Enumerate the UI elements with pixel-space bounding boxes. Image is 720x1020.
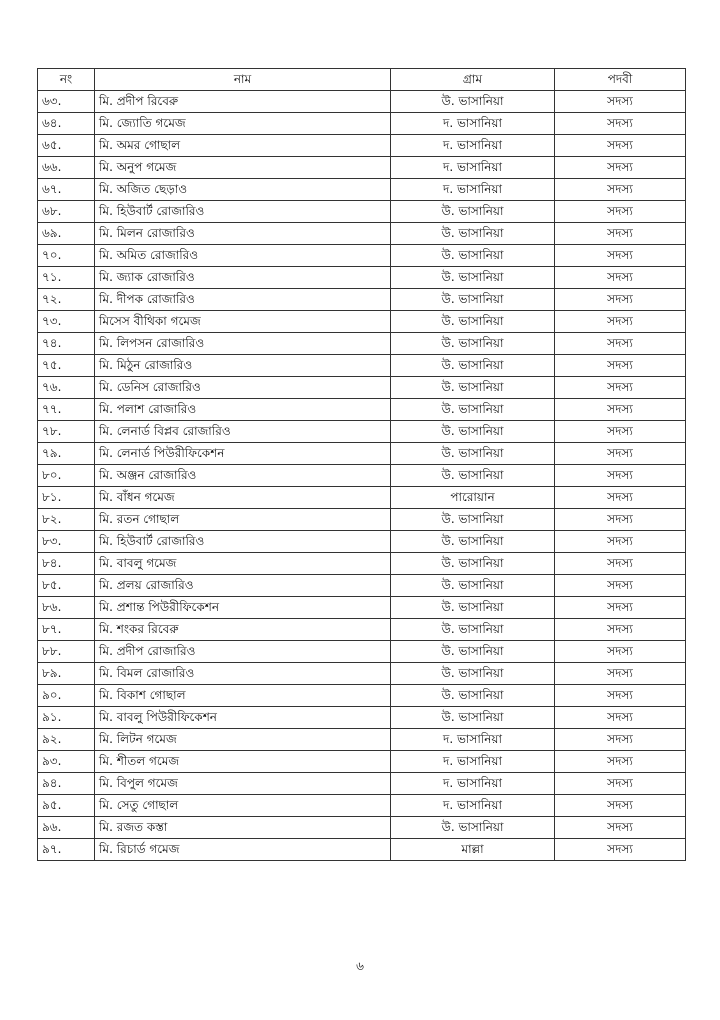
row-number: ৯৪. <box>38 773 95 795</box>
village-name: উ. ভাসানিয়া <box>391 685 555 707</box>
member-name: মি. লেনার্ড বিপ্লব রোজারিও <box>95 421 391 443</box>
member-name: মি. লিপসন রোজারিও <box>95 333 391 355</box>
member-role: সদস্য <box>555 465 686 487</box>
table-row <box>38 245 686 267</box>
member-name: মি. বাঁধন গমেজ <box>95 487 391 509</box>
table-row <box>38 663 686 685</box>
row-number: ৬৪. <box>38 113 95 135</box>
village-name: উ. ভাসানিয়া <box>391 531 555 553</box>
member-role: সদস্য <box>555 685 686 707</box>
village-name: দ. ভাসানিয়া <box>391 113 555 135</box>
member-role: সদস্য <box>555 289 686 311</box>
member-name: মি. অমিত রোজারিও <box>95 245 391 267</box>
member-name: মি. ডেনিস রোজারিও <box>95 377 391 399</box>
member-name: মি. পলাশ রোজারিও <box>95 399 391 421</box>
table-row <box>38 157 686 179</box>
village-name: উ. ভাসানিয়া <box>391 377 555 399</box>
table-row <box>38 399 686 421</box>
table-row <box>38 311 686 333</box>
village-name: উ. ভাসানিয়া <box>391 641 555 663</box>
member-role: সদস্য <box>555 443 686 465</box>
member-name: মি. বাবলু গমেজ <box>95 553 391 575</box>
member-role: সদস্য <box>555 509 686 531</box>
member-name: মি. সেতু গোছাল <box>95 795 391 817</box>
village-name: উ. ভাসানিয়া <box>391 311 555 333</box>
member-role: সদস্য <box>555 707 686 729</box>
member-name: মি. হিউবার্ট রোজারিও <box>95 201 391 223</box>
row-number: ৭৭. <box>38 399 95 421</box>
village-name: দ. ভাসানিয়া <box>391 179 555 201</box>
table-row <box>38 817 686 839</box>
member-name: মি. প্রশান্ত পিউরীফিকেশন <box>95 597 391 619</box>
row-number: ৭৮. <box>38 421 95 443</box>
village-name: উ. ভাসানিয়া <box>391 597 555 619</box>
member-name: মি. বাবলু পিউরীফিকেশন <box>95 707 391 729</box>
row-number: ৭৪. <box>38 333 95 355</box>
member-role: সদস্য <box>555 355 686 377</box>
member-name: মি. জ্যাক রোজারিও <box>95 267 391 289</box>
member-name: মি. অনুপ গমেজ <box>95 157 391 179</box>
row-number: ৭০. <box>38 245 95 267</box>
row-number: ৯০. <box>38 685 95 707</box>
row-number: ৮৪. <box>38 553 95 575</box>
member-name: মি. মিঠুন রোজারিও <box>95 355 391 377</box>
member-name: মি. মিলন রোজারিও <box>95 223 391 245</box>
table-row <box>38 839 686 861</box>
village-name: দ. ভাসানিয়া <box>391 729 555 751</box>
village-name: উ. ভাসানিয়া <box>391 553 555 575</box>
table-row <box>38 795 686 817</box>
table-row <box>38 487 686 509</box>
member-role: সদস্য <box>555 157 686 179</box>
table-row <box>38 333 686 355</box>
member-role: সদস্য <box>555 773 686 795</box>
row-number: ৭৫. <box>38 355 95 377</box>
members-table <box>37 68 686 861</box>
table-row <box>38 575 686 597</box>
table-row <box>38 685 686 707</box>
table-row <box>38 355 686 377</box>
member-role: সদস্য <box>555 179 686 201</box>
member-role: সদস্য <box>555 597 686 619</box>
row-number: ৯১. <box>38 707 95 729</box>
member-name: মি. বিপুল গমেজ <box>95 773 391 795</box>
village-name: দ. ভাসানিয়া <box>391 751 555 773</box>
village-name: উ. ভাসানিয়া <box>391 245 555 267</box>
member-role: সদস্য <box>555 135 686 157</box>
member-role: সদস্য <box>555 531 686 553</box>
table-row <box>38 135 686 157</box>
row-number: ৯৬. <box>38 817 95 839</box>
village-name: উ. ভাসানিয়া <box>391 333 555 355</box>
member-role: সদস্য <box>555 201 686 223</box>
village-name: উ. ভাসানিয়া <box>391 465 555 487</box>
table-row <box>38 267 686 289</box>
village-name: উ. ভাসানিয়া <box>391 663 555 685</box>
village-name: উ. ভাসানিয়া <box>391 91 555 113</box>
member-name: মি. শীতল গমেজ <box>95 751 391 773</box>
village-name: দ. ভাসানিয়া <box>391 773 555 795</box>
village-name: উ. ভাসানিয়া <box>391 443 555 465</box>
table-row <box>38 201 686 223</box>
member-role: সদস্য <box>555 575 686 597</box>
member-name: মি. হিউবার্ট রোজারিও <box>95 531 391 553</box>
member-name: মি. রজত কস্তা <box>95 817 391 839</box>
table-row <box>38 443 686 465</box>
header-village: গ্রাম <box>391 69 555 91</box>
member-name: মি. অজিত ছেড়াও <box>95 179 391 201</box>
row-number: ৮৮. <box>38 641 95 663</box>
member-role: সদস্য <box>555 751 686 773</box>
table-row <box>38 289 686 311</box>
member-name: মি. প্রলয় রোজারিও <box>95 575 391 597</box>
village-name: উ. ভাসানিয়া <box>391 707 555 729</box>
member-name: মি. শংকর রিবেরু <box>95 619 391 641</box>
table-row <box>38 619 686 641</box>
row-number: ৮০. <box>38 465 95 487</box>
member-name: মি. রতন গোছাল <box>95 509 391 531</box>
member-name: মি. লিটন গমেজ <box>95 729 391 751</box>
member-role: সদস্য <box>555 729 686 751</box>
row-number: ৯৭. <box>38 839 95 861</box>
table-row <box>38 751 686 773</box>
member-name: মি. প্রদীপ রিবেরু <box>95 91 391 113</box>
member-name: মি. প্রদীপ রোজারিও <box>95 641 391 663</box>
member-role: সদস্য <box>555 795 686 817</box>
village-name: উ. ভাসানিয়া <box>391 399 555 421</box>
row-number: ৬৫. <box>38 135 95 157</box>
member-role: সদস্য <box>555 245 686 267</box>
row-number: ৬৯. <box>38 223 95 245</box>
table-body <box>38 91 686 861</box>
table-row <box>38 509 686 531</box>
member-role: সদস্য <box>555 663 686 685</box>
row-number: ৭৩. <box>38 311 95 333</box>
village-name: উ. ভাসানিয়া <box>391 817 555 839</box>
table-row <box>38 597 686 619</box>
row-number: ৮৯. <box>38 663 95 685</box>
table-row <box>38 707 686 729</box>
table-row <box>38 179 686 201</box>
page-number: ৬ <box>356 959 364 973</box>
table-row <box>38 223 686 245</box>
row-number: ৯২. <box>38 729 95 751</box>
village-name: উ. ভাসানিয়া <box>391 201 555 223</box>
member-role: সদস্য <box>555 223 686 245</box>
row-number: ৬৮. <box>38 201 95 223</box>
village-name: উ. ভাসানিয়া <box>391 421 555 443</box>
row-number: ৬৩. <box>38 91 95 113</box>
table-row <box>38 91 686 113</box>
village-name: উ. ভাসানিয়া <box>391 267 555 289</box>
table-row <box>38 377 686 399</box>
member-role: সদস্য <box>555 113 686 135</box>
member-role: সদস্য <box>555 399 686 421</box>
row-number: ৮৫. <box>38 575 95 597</box>
member-role: সদস্য <box>555 311 686 333</box>
row-number: ৮২. <box>38 509 95 531</box>
member-role: সদস্য <box>555 641 686 663</box>
header-no: নং <box>38 69 95 91</box>
row-number: ৭২. <box>38 289 95 311</box>
row-number: ৭৯. <box>38 443 95 465</box>
member-name: মি. বিকাশ গোছাল <box>95 685 391 707</box>
member-role: সদস্য <box>555 619 686 641</box>
table-row <box>38 465 686 487</box>
village-name: উ. ভাসানিয়া <box>391 509 555 531</box>
row-number: ৮১. <box>38 487 95 509</box>
member-role: সদস্য <box>555 91 686 113</box>
village-name: উ. ভাসানিয়া <box>391 619 555 641</box>
table-header-row <box>38 69 686 91</box>
table-row <box>38 641 686 663</box>
member-name: মি. জ্যোতি গমেজ <box>95 113 391 135</box>
table-row <box>38 773 686 795</box>
row-number: ৭১. <box>38 267 95 289</box>
village-name: দ. ভাসানিয়া <box>391 135 555 157</box>
header-role: পদবী <box>555 69 686 91</box>
member-role: সদস্য <box>555 817 686 839</box>
member-name: মি. বিমল রোজারিও <box>95 663 391 685</box>
row-number: ৮৭. <box>38 619 95 641</box>
member-name: মি. দীপক রোজারিও <box>95 289 391 311</box>
village-name: দ. ভাসানিয়া <box>391 157 555 179</box>
member-name: মি. অমর গোছাল <box>95 135 391 157</box>
member-role: সদস্য <box>555 333 686 355</box>
village-name: উ. ভাসানিয়া <box>391 575 555 597</box>
table-row <box>38 531 686 553</box>
village-name: উ. ভাসানিয়া <box>391 289 555 311</box>
member-role: সদস্য <box>555 487 686 509</box>
row-number: ৬৭. <box>38 179 95 201</box>
member-role: সদস্য <box>555 421 686 443</box>
table-row <box>38 553 686 575</box>
row-number: ৯৩. <box>38 751 95 773</box>
member-name: মি. লেনার্ড পিউরীফিকেশন <box>95 443 391 465</box>
village-name: দ. ভাসানিয়া <box>391 795 555 817</box>
member-role: সদস্য <box>555 377 686 399</box>
member-name: মিসেস বীথিকা গমেজ <box>95 311 391 333</box>
table-row <box>38 421 686 443</box>
village-name: উ. ভাসানিয়া <box>391 223 555 245</box>
village-name: পারোয়ান <box>391 487 555 509</box>
row-number: ৭৬. <box>38 377 95 399</box>
village-name: মাল্লা <box>391 839 555 861</box>
header-name: নাম <box>95 69 391 91</box>
member-name: মি. অঞ্জন রোজারিও <box>95 465 391 487</box>
row-number: ৬৬. <box>38 157 95 179</box>
row-number: ৮৩. <box>38 531 95 553</box>
row-number: ৮৬. <box>38 597 95 619</box>
table-row <box>38 729 686 751</box>
member-name: মি. রিচার্ড গমেজ <box>95 839 391 861</box>
member-role: সদস্য <box>555 553 686 575</box>
row-number: ৯৫. <box>38 795 95 817</box>
table-row <box>38 113 686 135</box>
member-role: সদস্য <box>555 267 686 289</box>
village-name: উ. ভাসানিয়া <box>391 355 555 377</box>
member-role: সদস্য <box>555 839 686 861</box>
